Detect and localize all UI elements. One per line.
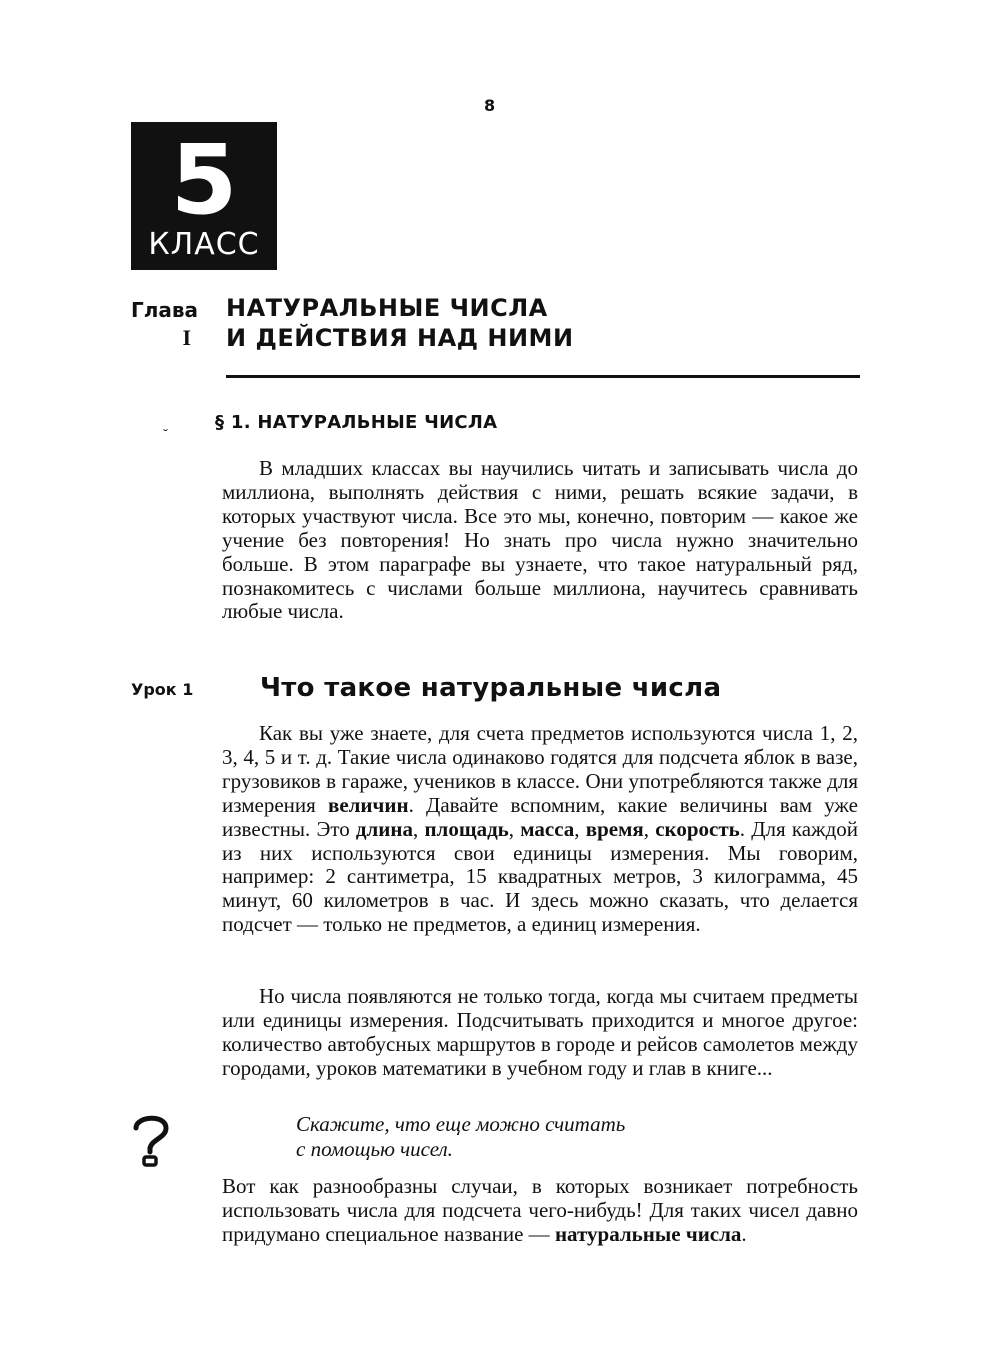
chapter-title-line2: И ДЕЙСТВИЯ НАД НИМИ — [226, 324, 574, 352]
term-skorost: скорость — [655, 816, 740, 841]
question-line1: Скажите, что еще можно считать — [296, 1112, 626, 1136]
term-massa: масса — [520, 816, 575, 841]
body-paragraph-3 — [222, 1175, 858, 1247]
p3-end: . — [741, 1221, 747, 1246]
chapter-numeral: I — [182, 325, 191, 350]
term-naturalnye-chisla: натуральные числа — [554, 1221, 742, 1246]
body-paragraph-1 — [222, 722, 858, 937]
grade-badge — [131, 122, 277, 270]
question-line2: с помощью чисел. — [296, 1137, 453, 1161]
chapter-title — [226, 293, 866, 353]
term-vremya: время — [585, 816, 644, 841]
section-heading: § 1. НАТУРАЛЬНЫЕ ЧИСЛА — [215, 412, 498, 433]
separator: , — [508, 816, 521, 841]
question-mark-icon — [130, 1112, 172, 1168]
chapter-divider — [226, 375, 860, 378]
separator: , — [413, 816, 425, 841]
p1-text-d: . Для каждой из них используются свои единицы измерения. Мы говорим, например: 2 сантиметра, 15 квадратных метров, 3 килограмма, 45 минут, 60 километров в час. И здесь можно сказать, что делается подсчет — только не предметов, а единиц измерения. — [222, 816, 858, 937]
intro-paragraph: В младших классах вы научились читать и записывать числа до миллиона, выполнять действия с ними, решать всякие задачи, в которых участвуют числа. Все это мы, конечно, повторим — какое же учение без повторения! Но знать про числа нужно значительно больше. В этом параграфе вы узнаете, что такое натуральный ряд, познакомитесь с числами больше миллиона, научитесь сравнивать любые числа. — [222, 456, 858, 624]
margin-mark: ˘ — [162, 428, 169, 444]
lesson-label: Урок 1 — [131, 680, 194, 699]
grade-number: 5 — [170, 124, 238, 236]
chapter-label-text: Глава — [131, 298, 199, 322]
question-prompt — [296, 1112, 625, 1162]
lesson-title: Что такое натуральные числа — [260, 673, 722, 703]
grade-word: КЛАСС — [148, 227, 260, 262]
term-velichin: величин — [327, 792, 409, 817]
body-paragraph-2: Но числа появляются не только тогда, когда мы считаем предметы или единицы измерения. Подсчитывать приходится и многое другое: количество автобусных маршрутов в городе и рейсов самолетов между городами, уроков математики в учебном году и глав в книге... — [222, 984, 858, 1080]
p1-text-a: Как вы уже знаете, для счета предметов используются числа 1, 2, 3, 4, 5 и т. д. Такие числа одинаково годятся для подсчета яблок в вазе, грузовиков в гараже, учеников в классе. Они употребляются также для измерения — [222, 721, 858, 817]
chapter-label — [131, 296, 197, 352]
separator: , — [574, 816, 586, 841]
p1-text-c: . Давайте вспомним, какие величины вам уже известны. Это — [222, 792, 858, 841]
p3-text-a: Вот как разнообразны случаи, в которых возникает потребность использовать числа для подсчета чего-нибудь! Для таких чисел давно придумано специальное название — — [222, 1174, 858, 1246]
term-ploshad: площадь — [424, 816, 509, 841]
chapter-title-line1: НАТУРАЛЬНЫЕ ЧИСЛА — [226, 294, 548, 322]
separator: , — [643, 816, 656, 841]
term-dlina: длина — [355, 816, 414, 841]
page-number: 8 — [484, 96, 496, 115]
